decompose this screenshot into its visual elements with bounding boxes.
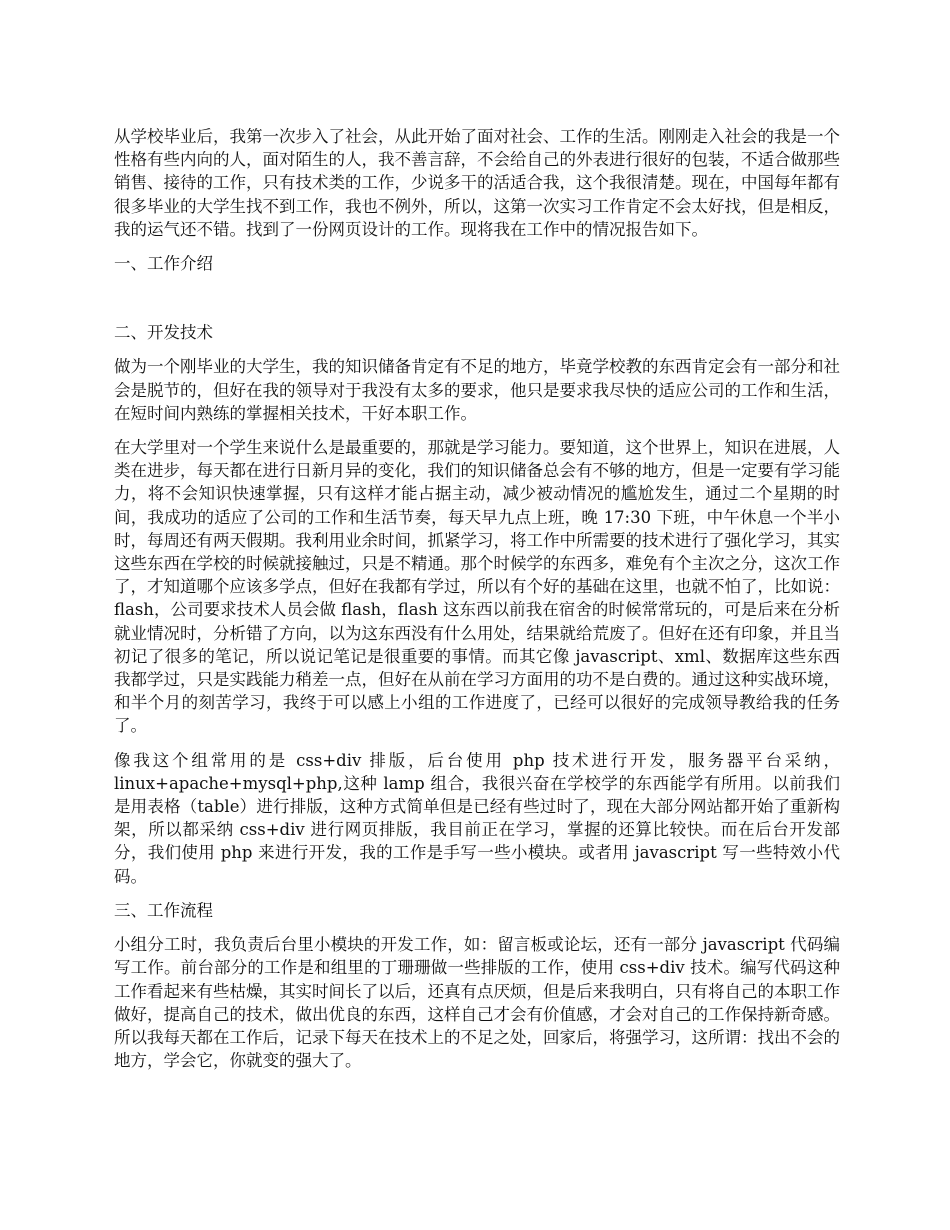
workflow-paragraph-1: 小组分工时，我负责后台里小模块的开发工作，如：留言板或论坛，还有一部分 javascript 代码编写工作。前台部分的工作是和组里的丁珊珊做一些排版的工作，使用 css+div 技术。编写代码这种工作看起来有些枯燥，其实时间长了以后，还真有点厌烦，但是后来我明白，只有将自己的本职工作做好，提高自己的技术，做出优良的东西，这样自己才会有价值感，才会对自己的工作保持新奇感。所以我每天都在工作后，记录下每天在技术上的不足之处，回家后，将强学习，这所谓：找出不会的地方，学会它，你就变的强大了。 xyxy=(114,935,840,1071)
section-heading-work-intro: 一、工作介绍 xyxy=(114,254,213,274)
section-heading-dev-tech: 二、开发技术 xyxy=(114,323,213,343)
section-heading-workflow: 三、工作流程 xyxy=(114,900,213,920)
dev-tech-paragraph-3: 像我这个组常用的是 css+div 排版，后台使用 php 技术进行开发，服务器平台采纳，linux+apache+mysql+php,这种 lamp 组合，我很兴奋在学校学的东西能学有所用。以前我们是用表格（table）进行排版，这种方式简单但是已经有些过时了，现在大部分网站都开始了重新构架，所以都采纳 css+div 进行网页排版，我目前正在学习，掌握的还算比较快。而在后台开发部分，我们使用 php 来进行开发，我的工作是手写一些小模块。或者用 javascript 写一些特效小代码。 xyxy=(114,750,840,886)
dev-tech-paragraph-2: 在大学里对一个学生来说什么是最重要的，那就是学习能力。要知道，这个世界上，知识在进展，人类在进步，每天都在进行日新月异的变化，我们的知识储备总会有不够的地方，但是一定要有学习能力，将不会知识快速掌握，只有这样才能占据主动，减少被动情况的尴尬发生，通过二个星期的时间，我成功的适应了公司的工作和生活节奏，每天早九点上班，晚 17:30 下班，中午休息一个半小时，每周还有两天假期。我利用业余时间，抓紧学习，将工作中所需要的技术进行了强化学习，其实这些东西在学校的时候就接触过，只是不精通。那个时候学的东西多，难免有个主次之分，这次工作了，才知道哪个应该多学点，但好在我都有学过，所以有个好的基础在这里，也就不怕了，比如说：flash，公司要求技术人员会做 flash，flash 这东西以前我在宿舍的时候常常玩的，可是后来在分析就业情况时，分析错了方向，以为这东西没有什么用处，结果就给荒废了。但好在还有印象，并且当初记了很多的笔记，所以说记笔记是很重要的事情。而其它像 javascript、xml、数据库这些东西我都学过，只是实践能力稍差一点，但好在从前在学习方面用的功不是白费的。通过这种实战环境，和半个月的刻苦学习，我终于可以感上小组的工作进度了，已经可以很好的完成领导教给我的任务了。 xyxy=(114,438,840,736)
document-body xyxy=(114,125,840,1083)
dev-tech-paragraph-1: 做为一个刚毕业的大学生，我的知识储备肯定有不足的地方，毕竟学校教的东西肯定会有一部分和社会是脱节的，但好在我的领导对于我没有太多的要求，他只是要求我尽快的适应公司的工作和生活，在短时间内熟练的掌握相关技术，干好本职工作。 xyxy=(114,357,840,423)
intro-paragraph: 从学校毕业后，我第一次步入了社会，从此开始了面对社会、工作的生活。刚刚走入社会的我是一个性格有些内向的人，面对陌生的人，我不善言辞，不会给自己的外表进行很好的包装，不适合做那些销售、接待的工作，只有技术类的工作，少说多干的活适合我，这个我很清楚。现在，中国每年都有很多毕业的大学生找不到工作，我也不例外，所以，这第一次实习工作肯定不会太好找，但是相反，我的运气还不错。找到了一份网页设计的工作。现将我在工作中的情况报告如下。 xyxy=(114,127,840,239)
